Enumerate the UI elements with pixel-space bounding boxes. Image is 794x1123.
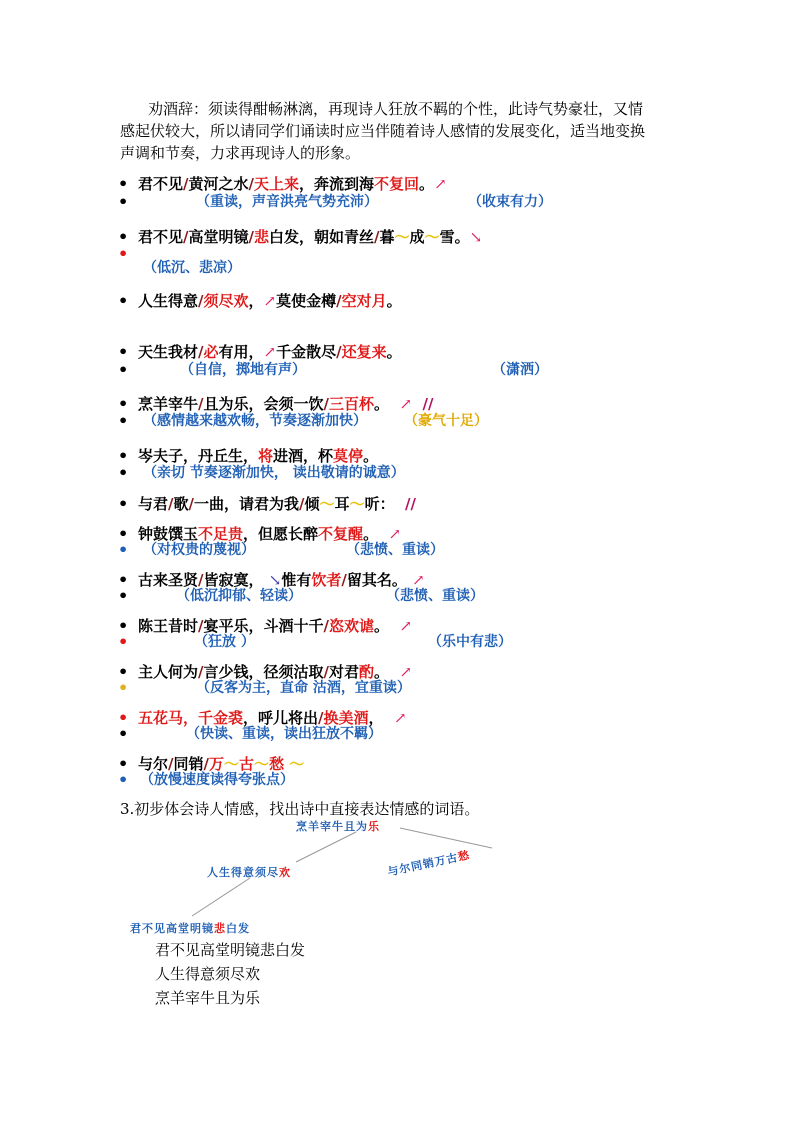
- verse-line-3: 人生得意/须尽欢，↗莫使金樽/空对月。: [138, 292, 402, 310]
- note-4a: （自信，掷地有声）: [180, 362, 306, 378]
- rising-arrow-icon: ↗: [412, 571, 425, 589]
- verse-line-11: 主人何为/言少钱，径须沽取/对君酌。 ↗: [138, 663, 413, 681]
- note-10b: （乐中有悲）: [428, 634, 512, 650]
- bullet: •: [118, 524, 129, 543]
- note-8a: （对权贵的蔑视）: [143, 542, 255, 558]
- answer-3: 烹羊宰牛且为乐: [155, 989, 261, 1007]
- note-11: （反客为主，直命 沽酒，宜重读）: [196, 680, 411, 696]
- rising-arrow-icon: ↗: [263, 292, 277, 310]
- rising-arrow-icon: ↗: [263, 343, 277, 361]
- verse-line-2: 君不见/高堂明镜/悲白发，朝如青丝/暮～成～雪。↘: [138, 228, 483, 246]
- intro-line-1: 劝酒辞：须读得酣畅淋漓，再现诗人狂放不羁的个性，此诗气势豪壮，又情: [148, 100, 644, 118]
- note-1a: （重读，声音洪亮气势充沛）: [196, 194, 378, 210]
- bullet: •: [118, 678, 129, 697]
- note-9b: （悲愤、重读）: [386, 588, 484, 604]
- verse-line-8: 钟鼓馔玉不足贵，但愿长醉不复醒。 ↗: [138, 525, 402, 543]
- note-4b: （潇洒）: [492, 362, 548, 378]
- bullet: •: [118, 446, 129, 465]
- verse-line-1: 君不见/黄河之水/天上来，奔流到海不复回。↗: [138, 175, 447, 193]
- falling-arrow-icon: ↘: [268, 571, 282, 589]
- verse-line-9: 古来圣贤/皆寂寞， ↘惟有饮者/留其名。 ↗: [138, 571, 425, 589]
- bullet: •: [118, 244, 129, 263]
- map-node-grief: 君不见高堂明镜悲白发: [130, 922, 250, 935]
- answer-2: 人生得意须尽欢: [155, 965, 261, 983]
- task-heading: 3.初步体会诗人情感，找出诗中直接表达情感的词语。: [120, 800, 480, 818]
- bullet: •: [118, 494, 129, 513]
- bullet: •: [118, 411, 129, 430]
- map-node-pleasure: 人生得意须尽欢: [207, 866, 291, 879]
- note-6: （亲切 节奏逐渐加快， 读出敬请的诚意）: [143, 465, 405, 481]
- map-node-joy: 烹羊宰牛且为乐: [296, 820, 380, 833]
- falling-arrow-icon: ↘: [469, 228, 483, 246]
- note-9a: （低沉抑郁、轻读）: [176, 588, 302, 604]
- rising-arrow-icon: ↗: [434, 175, 447, 193]
- bullet: •: [118, 360, 129, 379]
- pause-mark: //: [422, 395, 434, 413]
- verse-line-6: 岑夫子，丹丘生，将进酒，杯莫停。: [138, 447, 379, 465]
- bullet: •: [118, 174, 129, 193]
- bullet: •: [118, 192, 129, 211]
- note-2: （低沉、悲凉）: [143, 260, 241, 276]
- bullet: •: [118, 342, 129, 361]
- note-13: （放慢速度读得夸张点）: [140, 772, 294, 788]
- bullet: •: [118, 291, 129, 310]
- bullet: •: [118, 540, 129, 559]
- bullet: •: [118, 586, 129, 605]
- bullet: •: [118, 708, 129, 727]
- note-8b: （悲愤、重读）: [346, 542, 444, 558]
- rising-arrow-icon: ↗: [399, 395, 413, 413]
- bullet: •: [118, 227, 129, 246]
- bullet: •: [118, 616, 129, 635]
- intro-line-2: 感起伏较大，所以请同学们诵读时应当伴随着诗人感情的发展变化，适当地变换: [120, 122, 646, 140]
- note-1b: （收束有力）: [468, 194, 552, 210]
- answer-1: 君不见高堂明镜悲白发: [155, 941, 306, 959]
- verse-line-7: 与君/歌/一曲，请君为我/倾～耳～听： //: [138, 495, 416, 513]
- verse-line-12: 五花马，千金裘，呼儿将出/换美酒， ↗: [138, 709, 407, 727]
- verse-line-13: 与尔/同销/万～古～愁 ～: [138, 755, 305, 773]
- bullet: •: [118, 570, 129, 589]
- note-12: （快读、重读，读出狂放不羁）: [186, 726, 382, 742]
- rising-arrow-icon: ↗: [394, 709, 407, 727]
- bullet: •: [118, 394, 129, 413]
- rising-arrow-icon: ↗: [388, 525, 402, 543]
- bullet: •: [118, 770, 129, 789]
- verse-line-4: 天生我材/必有用，↗千金散尽/还复来。: [138, 343, 402, 361]
- rising-arrow-icon: ↗: [399, 617, 413, 635]
- verse-line-10: 陈王昔时/宴平乐，斗酒十千/恣欢谑。 ↗: [138, 617, 413, 635]
- pause-mark: //: [405, 495, 416, 513]
- bullet: •: [118, 662, 129, 681]
- note-5a: （感情越来越欢畅，节奏逐渐加快）: [143, 413, 367, 429]
- rising-arrow-icon: ↗: [399, 663, 413, 681]
- note-10a: （狂放 ）: [194, 634, 255, 650]
- intro-line-3: 声调和节奏，力求再现诗人的形象。: [120, 144, 361, 162]
- bullet: •: [118, 754, 129, 773]
- map-node-sorrow: 与尔同销万古愁: [386, 848, 472, 879]
- verse-line-5: 烹羊宰牛/且为乐，会须一饮/三百杯。 ↗ //: [138, 395, 434, 413]
- note-5b: （豪气十足）: [404, 413, 488, 429]
- bullet: •: [118, 463, 129, 482]
- bullet: •: [118, 632, 129, 651]
- bullet: •: [118, 724, 129, 743]
